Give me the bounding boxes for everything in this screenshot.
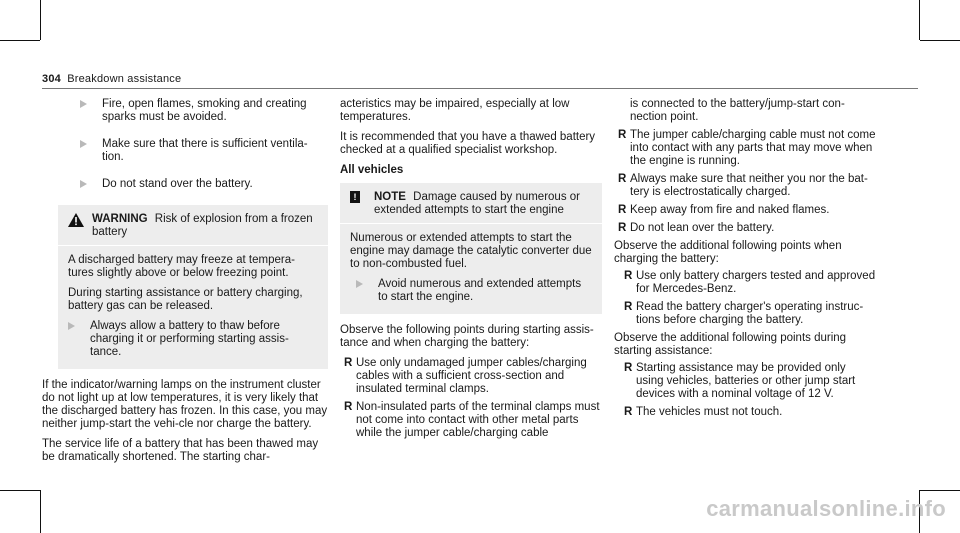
body-paragraph: Observe the following points during starting assis-tance and when charging the battery: xyxy=(340,324,594,349)
instruction-item xyxy=(80,178,328,191)
page-number: 304 xyxy=(42,73,61,85)
bullet-item xyxy=(618,204,876,217)
note-title: Damage caused by numerous or extended attempts to start the engine xyxy=(374,191,580,216)
body-paragraph: Observe the additional following points when charging the battery: xyxy=(614,240,842,265)
arrow-icon xyxy=(80,180,87,188)
arrow-icon xyxy=(356,280,363,288)
crop-mark xyxy=(0,40,40,41)
note-action-text: Avoid numerous and extended attempts to start the engine. xyxy=(378,278,582,303)
bullet-text: Do not lean over the battery. xyxy=(630,222,775,234)
instruction-text: Do not stand over the battery. xyxy=(102,178,253,190)
bullet-item xyxy=(344,357,602,396)
bullet-item xyxy=(618,173,876,199)
warning-keyword: WARNING xyxy=(92,213,148,225)
bullet-item xyxy=(624,406,876,419)
crop-mark xyxy=(40,0,41,40)
body-paragraph: acteristics may be impaired, especially at low temperatures. xyxy=(340,98,570,123)
body-paragraph: is connected to the battery/jump-start con-nection point. xyxy=(630,98,845,123)
note-body xyxy=(340,223,602,304)
bullet-marker: R xyxy=(618,222,627,234)
crop-mark xyxy=(919,0,920,40)
section-title: Breakdown assistance xyxy=(67,73,182,85)
bullet-marker: R xyxy=(624,362,633,374)
bullet-marker: R xyxy=(618,173,627,185)
arrow-icon xyxy=(80,100,87,108)
bullet-item xyxy=(618,222,876,235)
warning-paragraph: During starting assistance or battery charging, battery gas can be released. xyxy=(68,287,303,312)
instruction-item xyxy=(80,138,328,164)
bullet-item xyxy=(624,362,876,401)
crop-mark xyxy=(0,490,40,491)
warning-header xyxy=(68,213,318,239)
bullet-marker: R xyxy=(344,357,353,369)
bullet-item xyxy=(618,129,876,168)
note-box xyxy=(340,183,602,314)
body-paragraph: It is recommended that you have a thawed battery checked at a qualified specialist workshop. xyxy=(340,131,596,156)
bullet-text: Starting assistance may be provided only using vehicles, batteries or other jump start devices with a nominal voltage of 12 V. xyxy=(636,362,856,400)
arrow-icon xyxy=(68,322,75,330)
bullet-marker: R xyxy=(618,204,627,216)
body-paragraph: The service life of a battery that has been thawed may be dramatically shortened. The starting char- xyxy=(42,438,319,463)
warning-action-text: Always allow a battery to thaw before charging it or performing starting assis-tance. xyxy=(90,320,289,358)
warning-paragraph: A discharged battery may freeze at tempera-tures slightly above or below freezing point. xyxy=(68,254,295,279)
instruction-text: Make sure that there is sufficient ventila-tion. xyxy=(102,138,308,163)
warning-action xyxy=(68,320,318,359)
bullet-text: The vehicles must not touch. xyxy=(636,406,783,418)
bullet-text: Read the battery charger's operating instruc-tions before charging the battery. xyxy=(636,301,864,326)
bullet-item xyxy=(344,401,602,440)
watermark: carmanualsonline.info xyxy=(706,496,946,521)
warning-title: Risk of explosion from a frozen battery xyxy=(92,213,313,238)
column-2 xyxy=(340,98,602,445)
bullet-text: Use only battery chargers tested and approved for Mercedes-Benz. xyxy=(636,270,876,295)
crop-mark xyxy=(920,490,960,491)
column-1 xyxy=(42,98,328,471)
page-header xyxy=(42,73,181,86)
bullet-marker: R xyxy=(624,301,633,313)
note-paragraph: Numerous or extended attempts to start the engine may damage the catalytic converter due to non-combusted fuel. xyxy=(350,232,592,270)
subheading: All vehicles xyxy=(340,164,404,176)
body-paragraph: Observe the additional following points during starting assistance: xyxy=(614,332,847,357)
arrow-icon xyxy=(80,140,87,148)
bullet-marker: R xyxy=(618,129,627,141)
warning-body xyxy=(58,245,328,359)
column-3 xyxy=(614,98,876,424)
note-keyword: NOTE xyxy=(374,191,406,203)
bullet-item xyxy=(624,301,876,327)
warning-box xyxy=(58,205,328,369)
instruction-item xyxy=(80,98,328,124)
bullet-text: Always make sure that neither you nor the bat-tery is electrostatically charged. xyxy=(630,173,868,198)
warning-triangle-icon xyxy=(68,213,84,231)
bullet-marker: R xyxy=(624,406,633,418)
crop-mark xyxy=(920,40,960,41)
crop-mark xyxy=(40,490,41,533)
bullet-marker: R xyxy=(624,270,633,282)
bullet-item xyxy=(624,270,876,296)
bullet-text: Use only undamaged jumper cables/charging cables with a sufficient cross-section and insulated terminal clamps. xyxy=(356,357,587,395)
header-rule xyxy=(42,88,918,89)
bullet-marker: R xyxy=(344,401,353,413)
bullet-text: Keep away from fire and naked flames. xyxy=(630,204,830,216)
exclamation-icon: ! xyxy=(350,191,360,203)
note-header xyxy=(350,191,592,217)
body-paragraph: If the indicator/warning lamps on the instrument cluster do not light up at low temperatures, it is very likely that the discharged battery has frozen. In this case, you may neither jump-start the vehi-cle nor charge the battery. xyxy=(42,379,328,430)
note-action xyxy=(356,278,592,304)
bullet-text: Non-insulated parts of the terminal clamps must not come into contact with other metal parts while the jumper cable/charging cable xyxy=(356,401,600,439)
bullet-text: The jumper cable/charging cable must not come into contact with any parts that may move when the engine is running. xyxy=(630,129,876,167)
instruction-text: Fire, open flames, smoking and creating sparks must be avoided. xyxy=(102,98,307,123)
